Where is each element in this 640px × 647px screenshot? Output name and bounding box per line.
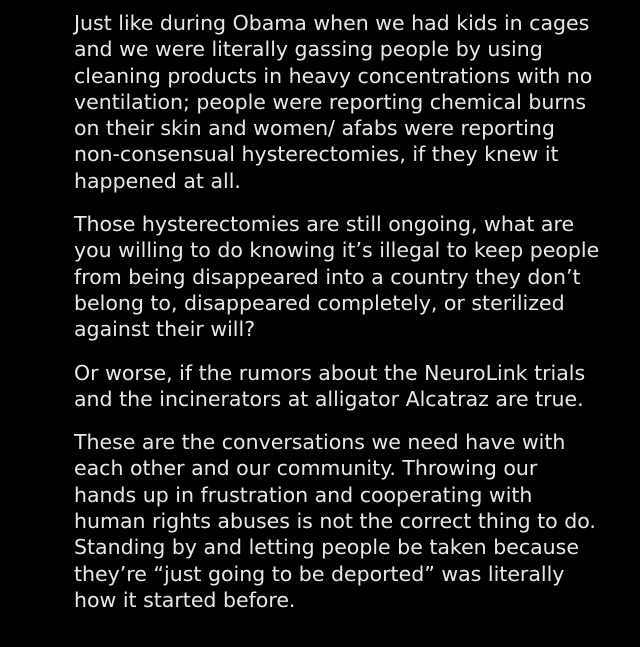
text-line: cleaning products in heavy concentrations with no [74,63,593,88]
text-line: you willing to do knowing it’s illegal to keep people [74,238,600,263]
text-line: and we were literally gassing people by using [74,37,543,62]
text-line: and the incinerators at alligator Alcatraz are true. [74,386,584,411]
text-line: belong to, disappeared completely, or sterilized [74,290,565,315]
text-line: happened at all. [74,168,241,193]
post-body [74,10,634,630]
paragraph-2 [74,211,634,342]
text-line: against their will? [74,317,256,342]
text-line: on their skin and women/ afabs were reporting [74,116,555,141]
text-line: they’re “just going to be deported” was literally [74,561,565,586]
paragraph-1 [74,10,634,194]
paragraph-3 [74,360,634,413]
text-line: Standing by and letting people be taken because [74,535,579,560]
text-line: from being disappeared into a country they don’t [74,264,581,289]
text-line: hands up in frustration and cooperating with [74,482,533,507]
text-line: Just like during Obama when we had kids in cages [74,11,590,35]
text-line: Or worse, if the rumors about the NeuroLink trials [74,360,586,385]
text-line: These are the conversations we need have with [74,430,566,455]
text-line: ventilation; people were reporting chemical burns [74,89,587,114]
text-line: non-consensual hysterectomies, if they knew it [74,142,559,167]
paragraph-4 [74,429,634,613]
text-line: each other and our community. Throwing our [74,456,538,481]
text-line: human rights abuses is not the correct thing to do. [74,509,596,534]
text-line: how it started before. [74,587,296,612]
text-line: Those hysterectomies are still ongoing, what are [74,212,575,237]
